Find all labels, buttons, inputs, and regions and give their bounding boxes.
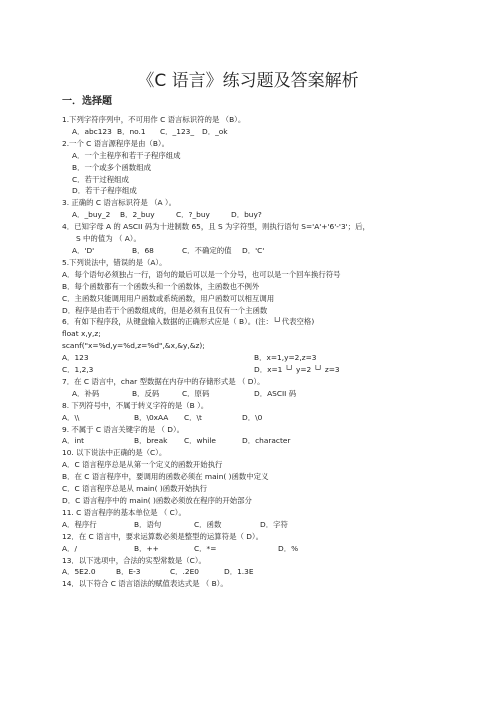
text-line — [62, 316, 442, 328]
line-text: 13．以下选项中，合法的实型常数是（C）。 — [62, 555, 206, 565]
line-text: A．C 语言程序总是从第一个定义的函数开始执行 — [62, 460, 223, 470]
text-line — [62, 328, 442, 340]
line-text: D．C 语言程序中的 main( )函数必须放在程序的开始部分 — [62, 496, 252, 505]
text-line — [62, 352, 442, 364]
line-text: B．在 C 语言程序中，要调用的函数必须在 main( )函数中定义 — [62, 472, 269, 482]
text-line — [62, 340, 442, 352]
text-line — [62, 209, 442, 221]
line-text: C．主函数只能调用用户函数或系统函数，用户函数可以相互调用 — [62, 293, 275, 303]
answer-option: D．character — [242, 436, 291, 446]
answer-option: C．原码 — [182, 388, 210, 398]
text-line — [62, 400, 442, 412]
answer-option: A．5E2.0 — [62, 567, 96, 577]
answer-option: C．1,2,3 — [62, 365, 94, 375]
answer-option: A．\\ — [62, 412, 80, 422]
answer-option: A．补码 — [72, 388, 100, 398]
answer-option: A．程序行 — [62, 519, 97, 529]
text-line — [62, 233, 442, 245]
answer-option: B．E-3 — [116, 567, 141, 577]
text-line — [62, 221, 442, 233]
answer-option: B．68 — [132, 245, 154, 255]
line-text: 2.一个 C 语言源程序是由（B）。 — [62, 138, 169, 148]
text-line — [62, 293, 442, 305]
text-line — [62, 578, 442, 590]
text-line — [62, 447, 442, 459]
line-text: D．程序是由若干个函数组成的，但是必须有且仅有一个主函数 — [62, 305, 268, 315]
answer-option: A．'D' — [72, 245, 95, 255]
text-line — [62, 114, 442, 126]
line-text: 11. C 语言程序的基本单位是 （ C）。 — [62, 507, 186, 517]
text-line — [62, 162, 442, 174]
line-text: C．若干过程组成 — [72, 174, 129, 184]
answer-option: D．buy? — [231, 210, 262, 220]
line-text: 12．在 C 语言中，要求运算数必须是整型的运算符是（ D）。 — [62, 531, 263, 541]
answer-option: D．字符 — [260, 519, 288, 529]
answer-option: C．_123_ — [160, 126, 195, 136]
line-text: scanf("x=%d,y=%d,z=%d",&x,&y,&z); — [62, 341, 205, 351]
line-text: B．一个或多个函数组成 — [72, 162, 151, 172]
line-text: 7．在 C 语言中，char 型数据在内存中的存储形式是 （ D）。 — [62, 376, 265, 386]
text-line — [62, 305, 442, 317]
section-heading: 一．选择题 — [62, 96, 112, 107]
text-line — [62, 126, 442, 138]
text-line — [62, 412, 442, 424]
answer-option: B．2_buy — [120, 210, 155, 220]
answer-option: A．abc123 — [72, 126, 112, 136]
line-text: 8. 下列符号中，不属于转义字符的是（B ）。 — [62, 400, 209, 410]
line-text: S 中的值为 （ A）。 — [76, 234, 141, 244]
line-text: 5.下列说法中，错误的是（A）。 — [62, 257, 167, 267]
line-text: A．一个主程序和若干子程序组成 — [72, 150, 181, 160]
line-text: D．若干子程序组成 — [72, 186, 137, 196]
answer-option: A．_buy_2 — [72, 210, 111, 220]
line-text: 4．已知字母 A 的 ASCII 码为十进制数 65，且 S 为字符型，则执行语句 S='A'+'6'-'3'；后， — [62, 222, 370, 232]
answer-option: C．不确定的值 — [182, 245, 232, 255]
answer-option: B．\0xAA — [134, 412, 169, 422]
answer-option: C．函数 — [194, 519, 222, 529]
line-text: 10. 以下说法中正确的是（C）。 — [62, 448, 167, 458]
text-line — [62, 424, 442, 436]
answer-option: B．x=1,y=2,z=3 — [254, 353, 317, 363]
document-body — [62, 114, 442, 590]
line-text: 6．有如下程序段，从键盘输入数据的正确形式应是（ B）。(注：└┘代表空格) — [62, 317, 315, 327]
answer-option: A．int — [62, 436, 85, 446]
text-line — [62, 543, 442, 555]
text-line — [62, 555, 442, 567]
text-line — [62, 138, 442, 150]
text-line — [62, 376, 442, 388]
answer-option: B．反码 — [132, 388, 160, 398]
text-line — [62, 388, 442, 400]
answer-option: D．% — [278, 543, 299, 553]
answer-option: D．'C' — [242, 245, 265, 255]
text-line — [62, 245, 442, 257]
line-text: float x,y,z; — [62, 329, 101, 339]
answer-option: D．\0 — [242, 412, 263, 422]
text-line — [62, 150, 442, 162]
text-line — [62, 471, 442, 483]
answer-option: D．1.3E — [224, 567, 254, 577]
answer-option: D．_ok — [202, 126, 228, 136]
answer-option: D．x=1 └┘ y=2 └┘ z=3 — [254, 365, 340, 375]
line-text: C．C 语言程序总是从 main( )函数开始执行 — [62, 484, 208, 494]
text-line — [62, 197, 442, 209]
text-line — [62, 495, 442, 507]
answer-option: C．.2E0 — [170, 567, 199, 577]
text-line — [62, 269, 442, 281]
text-line — [62, 531, 442, 543]
answer-option: C．*= — [194, 543, 217, 553]
text-line — [62, 459, 442, 471]
answer-option: B．no.1 — [117, 126, 146, 136]
text-line — [62, 483, 442, 495]
line-text: 14．以下符合 C 语言语法的赋值表达式是 （ B）。 — [62, 579, 228, 589]
text-line — [62, 185, 442, 197]
answer-option: D．ASCII 码 — [254, 388, 297, 398]
text-line — [62, 364, 442, 376]
answer-option: B．break — [134, 436, 168, 446]
line-text: 3. 正确的 C 语言标识符是 （A ）。 — [62, 198, 177, 208]
answer-option: C．while — [184, 436, 216, 446]
text-line — [62, 281, 442, 293]
answer-option: B．++ — [134, 543, 159, 553]
answer-option: C．\t — [184, 412, 202, 422]
line-text: 1.下列字符序列中，不可用作 C 语言标识符的是 （B）。 — [62, 115, 246, 124]
text-line — [62, 257, 442, 269]
text-line — [62, 566, 442, 578]
text-line — [62, 507, 442, 519]
answer-option: A．123 — [62, 353, 89, 363]
text-line — [62, 435, 442, 447]
text-line — [62, 519, 442, 531]
answer-option: B．语句 — [134, 519, 162, 529]
answer-option: A．/ — [62, 543, 77, 553]
document-title: 《C 语言》练习题及答案解析 — [137, 71, 359, 91]
line-text: A．每个语句必须独占一行，语句的最后可以是一个分号，也可以是一个回车换行符号 — [62, 269, 341, 279]
line-text: 9. 不属于 C 语言关键字的是 （ D）。 — [62, 424, 185, 434]
line-text: B．每个函数都有一个函数头和一个函数体，主函数也不例外 — [62, 281, 260, 291]
answer-option: C．?_buy — [176, 210, 210, 220]
text-line — [62, 174, 442, 186]
